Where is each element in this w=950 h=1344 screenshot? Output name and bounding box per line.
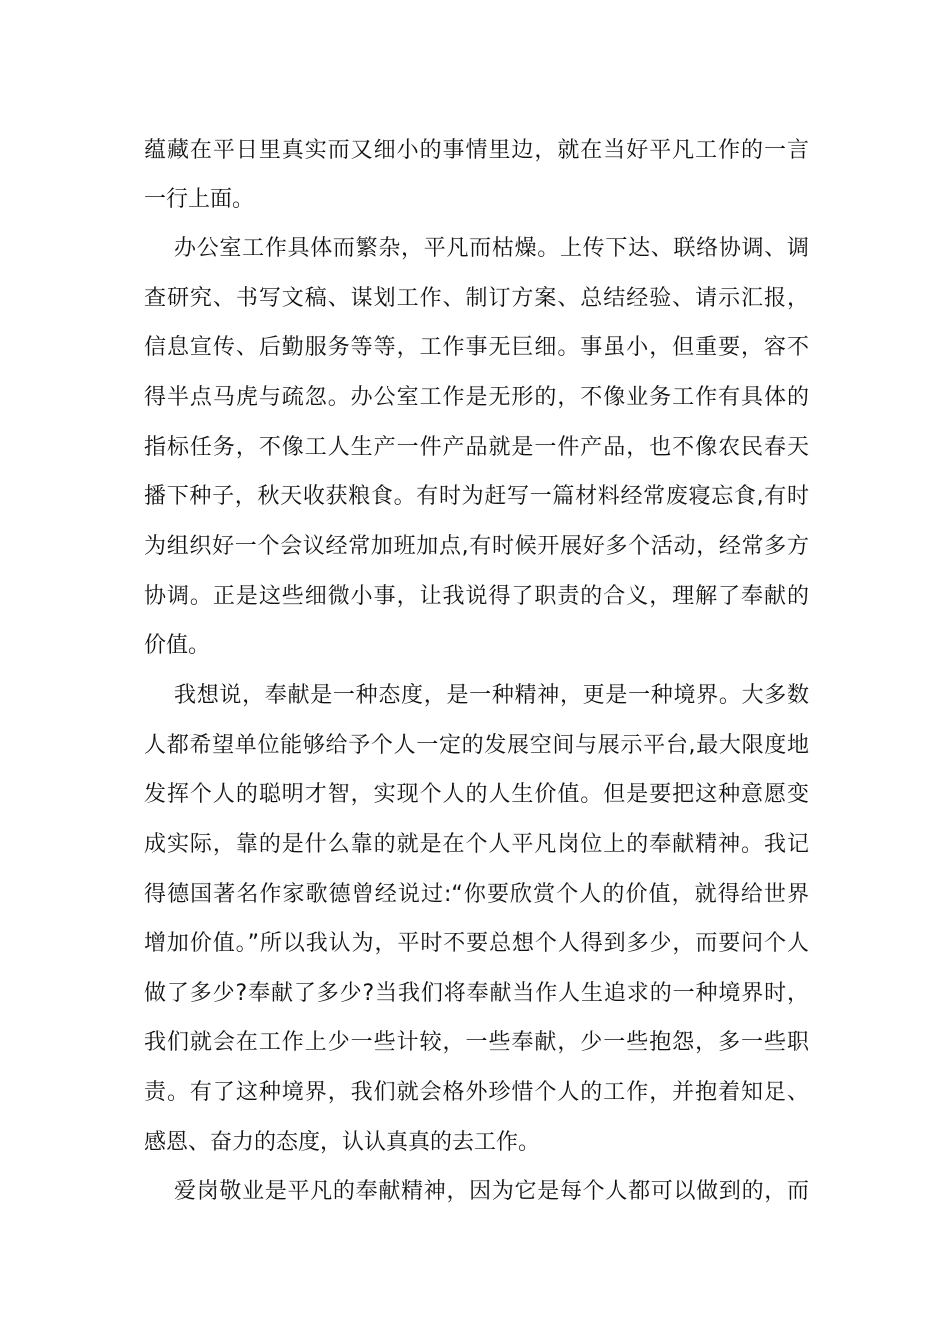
text-line: 增加价值。”所以我认为，平时不要总想个人得到多少，而要问个人 [144, 931, 809, 956]
text-line: 一行上面。 [144, 187, 255, 212]
paragraph-first-line: 我想说，奉献是一种态度，是一种精神，更是一种境界。大多数 [174, 683, 809, 708]
text-line: 查研究、书写文稿、谋划工作、制订方案、总结经验、请示汇报， [144, 286, 809, 311]
text-line: 我们就会在工作上少一些计较，一些奉献，少一些抱怨，多一些职 [144, 1030, 809, 1055]
text-line: 人都希望单位能够给予个人一定的发展空间与展示平台,最大限度地 [144, 733, 809, 758]
paragraph-first-line: 爱岗敬业是平凡的奉献精神，因为它是每个人都可以做到的，而 [174, 1179, 809, 1204]
text-line: 发挥个人的聪明才智，实现个人的人生价值。但是要把这种意愿变 [144, 782, 809, 807]
text-line: 成实际，靠的是什么靠的就是在个人平凡岗位上的奉献精神。我记 [144, 832, 809, 857]
text-line: 播下种子，秋天收获粮食。有时为赶写一篇材料经常废寝忘食,有时 [144, 484, 809, 509]
paragraph-first-line: 办公室工作具体而繁杂，平凡而枯燥。上传下达、联络协调、调 [174, 236, 809, 261]
text-line: 得半点马虎与疏忽。办公室工作是无形的，不像业务工作有具体的 [144, 385, 809, 410]
text-line: 做了多少?奉献了多少?当我们将奉献当作人生追求的一种境界时， [144, 981, 809, 1006]
text-line: 得德国著名作家歌德曾经说过:“你要欣赏个人的价值，就得给世界 [144, 882, 809, 907]
text-line: 信息宣传、后勤服务等等，工作事无巨细。事虽小，但重要，容不 [144, 335, 809, 360]
text-line: 责。有了这种境界，我们就会格外珍惜个人的工作，并抱着知足、 [144, 1080, 809, 1105]
text-line: 价值。 [144, 633, 211, 658]
text-line: 协调。正是这些细微小事，让我说得了职责的合义，理解了奉献的 [144, 584, 809, 609]
text-line: 感恩、奋力的态度，认认真真的去工作。 [144, 1130, 541, 1155]
text-line: 为组织好一个会议经常加班加点,有时候开展好多个活动，经常多方 [144, 534, 809, 559]
text-line: 蕴藏在平日里真实而又细小的事情里边，就在当好平凡工作的一言 [144, 138, 809, 163]
text-line: 指标任务，不像工人生产一件产品就是一件产品，也不像农民春天 [144, 435, 809, 460]
